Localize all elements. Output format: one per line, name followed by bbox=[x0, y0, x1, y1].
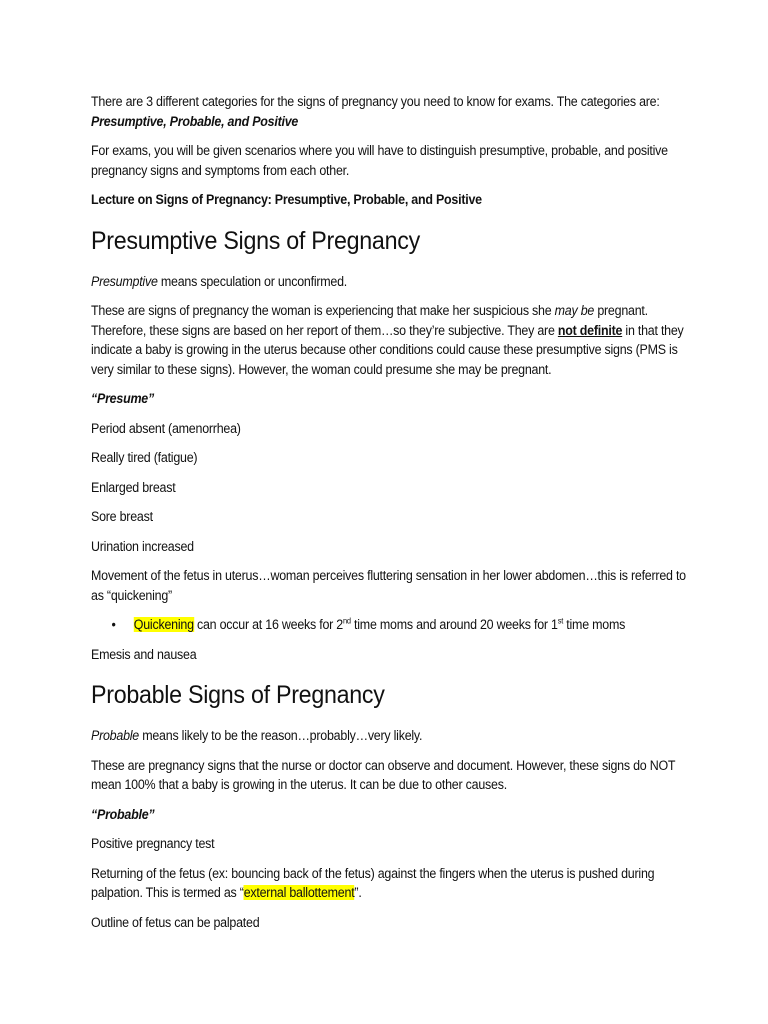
intro-p1-emphasis: Presumptive, Probable, and Positive bbox=[91, 113, 299, 129]
probable-item: Positive pregnancy test bbox=[91, 836, 215, 851]
bullet-sup-2: st bbox=[557, 616, 564, 626]
presumptive-para-b: pregnant. Therefore, these signs are based on her report of them…so they’re subjective. They are bbox=[91, 303, 648, 338]
presumptive-heading: Presumptive Signs of Pregnancy bbox=[91, 226, 420, 255]
presumptive-term: Presumptive bbox=[91, 273, 158, 289]
ballottement-text-a: Returning of the fetus (ex: bouncing back of the fetus) against the fingers when the uterus is pushed during palpation. This is termed as “ bbox=[91, 865, 655, 900]
probable-paragraph: These are pregnancy signs that the nurse or doctor can observe and document. However, these signs do NOT mean 100% that a baby is growing in the uterus. It can be due to other causes. bbox=[91, 757, 676, 792]
ballottement-text-b: ”. bbox=[354, 885, 362, 900]
presumptive-item: Enlarged breast bbox=[91, 479, 176, 495]
presumptive-mnemonic: “Presume” bbox=[91, 391, 154, 406]
bullet-icon: • bbox=[111, 617, 116, 632]
bullet-text-1: can occur at 16 weeks for 2 bbox=[193, 617, 344, 632]
presumptive-item: Really tired (fatigue) bbox=[91, 450, 198, 465]
presumptive-item: Period absent (amenorrhea) bbox=[91, 420, 241, 436]
probable-def-rest: means likely to be the reason…probably…very likely. bbox=[138, 728, 423, 743]
intro-p1-text: There are 3 different categories for the signs of pregnancy you need to know for exams. The categories are: bbox=[91, 94, 660, 109]
probable-mnemonic: “Probable” bbox=[91, 806, 155, 822]
probable-heading: Probable Signs of Pregnancy bbox=[91, 681, 385, 709]
probable-definition bbox=[91, 726, 686, 746]
intro-paragraph-2: For exams, you will be given scenarios where you will have to distinguish presumptive, probable, and positive pregnancy signs and symptoms from each other. bbox=[91, 143, 668, 178]
quickening-bullet bbox=[91, 615, 729, 635]
presumptive-def-rest: means speculation or unconfirmed. bbox=[157, 273, 348, 289]
probable-term: Probable bbox=[91, 728, 139, 743]
ballottement-highlight: external ballottement bbox=[243, 885, 355, 900]
presumptive-item: Emesis and nausea bbox=[91, 646, 197, 662]
presumptive-item: Urination increased bbox=[91, 538, 194, 554]
intro-paragraph-1 bbox=[91, 92, 686, 131]
bullet-text-2: time moms and around 20 weeks for 1 bbox=[350, 617, 558, 632]
probable-item: Outline of fetus can be palpated bbox=[91, 914, 260, 930]
presumptive-maybe: may be bbox=[554, 303, 595, 318]
presumptive-definition bbox=[91, 272, 686, 292]
document-page bbox=[91, 92, 691, 942]
bullet-sup-1: nd bbox=[343, 616, 351, 626]
presumptive-not-definite: not definite bbox=[557, 322, 623, 338]
quickening-highlight: Quickening bbox=[133, 617, 194, 632]
presumptive-para-a: These are signs of pregnancy the woman is experiencing that make her suspicious she bbox=[91, 303, 555, 318]
presumptive-item: Sore breast bbox=[91, 509, 153, 524]
probable-item bbox=[91, 864, 686, 903]
lecture-title: Lecture on Signs of Pregnancy: Presumptive, Probable, and Positive bbox=[91, 192, 482, 207]
presumptive-para-c: in that they indicate a baby is growing in the uterus because other conditions could cause these presumptive signs (PMS is very similar to these signs). However, the woman could presume she may be pregnant. bbox=[91, 322, 684, 377]
presumptive-item: Movement of the fetus in uterus…woman perceives fluttering sensation in her lower abdomen…this is referred to as “quickening” bbox=[91, 568, 686, 603]
bullet-text-3: time moms bbox=[563, 617, 626, 632]
presumptive-paragraph bbox=[91, 301, 686, 379]
